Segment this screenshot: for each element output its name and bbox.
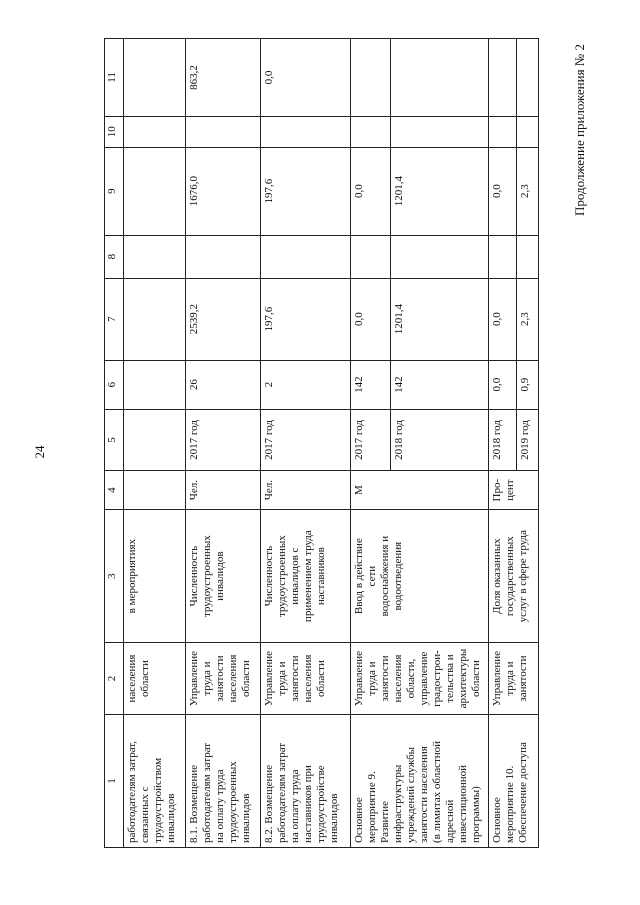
cell-col10 [489,116,517,147]
table-row [489,39,517,848]
cell-activity: Основное мероприятие 9. Развитие инфраструктуры учреждений службы занятости населения (в лимитах областной адресной инвестиционной программы) [351,714,489,847]
table-row [124,39,186,848]
cell-col10 [124,116,186,147]
cell-total [124,278,186,360]
cell-col9: 197,6 [261,147,351,235]
cell-value: 142 [391,360,489,409]
cell-executor: Управление труда и занятости населения области [261,643,351,715]
cell-col11 [351,39,391,117]
cell-col10 [351,116,391,147]
header-cell-5: 5 [105,409,124,470]
cell-col10 [186,116,261,147]
cell-executor: населения области [124,643,186,715]
header-cell-1: 1 [105,714,124,847]
cell-executor: Управление труда и занятости населения области [186,643,261,715]
cell-total: 0,0 [351,278,391,360]
cell-unit: Про- цент [489,471,539,510]
cell-col11 [391,39,489,117]
cell-indicator: Ввод в действие сети водоснабжения и водоотведения [351,510,489,643]
cell-year: 2017 год [186,409,261,470]
cell-year: 2017 год [351,409,391,470]
cell-value: 142 [351,360,391,409]
rotated-table-wrapper [104,38,569,848]
cell-year [124,409,186,470]
cell-col9: 2,3 [517,147,539,235]
cell-indicator: Доля оказанных государственных услуг в сфере труда [489,510,539,643]
cell-year: 2017 год [261,409,351,470]
header-cell-11: 11 [105,39,124,117]
cell-value: 26 [186,360,261,409]
cell-year: 2018 год [489,409,517,470]
cell-activity: 8.1. Возмещение работодателям затрат на оплату труда трудоустроенных инвалидов [186,714,261,847]
cell-total: 0,0 [489,278,517,360]
cell-activity: 8.2. Возмещение работодателям затрат на оплату труда наставников при трудоустройстве инвалидов [261,714,351,847]
cell-col9: 0,0 [489,147,517,235]
program-table [104,38,539,848]
cell-activity: работодателям затрат, связанных с трудоустройством инвалидов [124,714,186,847]
header-cell-4: 4 [105,471,124,510]
header-cell-9: 9 [105,147,124,235]
header-row [105,39,124,848]
cell-value [124,360,186,409]
table-row [261,39,351,848]
cell-col8 [489,235,517,278]
header-cell-7: 7 [105,278,124,360]
cell-col10 [261,116,351,147]
cell-col8 [391,235,489,278]
cell-indicator: Численность трудоустроенных инвалидов [186,510,261,643]
cell-total: 1201,4 [391,278,489,360]
cell-col8 [124,235,186,278]
cell-col9: 1676,0 [186,147,261,235]
cell-total: 2,3 [517,278,539,360]
header-cell-10: 10 [105,116,124,147]
cell-col11: 0,0 [261,39,351,117]
cell-value: 0,9 [517,360,539,409]
cell-indicator: в мероприятиях [124,510,186,643]
cell-value: 0,0 [489,360,517,409]
cell-col9: 1201,4 [391,147,489,235]
cell-activity: Основное мероприятие 10. Обеспечение доступа [489,714,539,847]
cell-unit: М [351,471,489,510]
cell-col8 [517,235,539,278]
cell-unit: Чел. [261,471,351,510]
cell-value: 2 [261,360,351,409]
header-cell-8: 8 [105,235,124,278]
cell-unit: Чел. [186,471,261,510]
cell-executor: Управление труда и занятости [489,643,539,715]
cell-col8 [351,235,391,278]
cell-col10 [517,116,539,147]
header-cell-2: 2 [105,643,124,715]
cell-col11: 863,2 [186,39,261,117]
cell-total: 197,6 [261,278,351,360]
header-cell-3: 3 [105,510,124,643]
cell-col11 [124,39,186,117]
cell-unit [124,471,186,510]
page-number: 24 [32,445,47,459]
page-caption: Продолжение приложения № 2 [572,44,587,216]
cell-col9: 0,0 [351,147,391,235]
header-cell-6: 6 [105,360,124,409]
cell-col8 [186,235,261,278]
cell-year: 2019 год [517,409,539,470]
cell-col11 [489,39,517,117]
table-row [351,39,391,848]
cell-col9 [124,147,186,235]
cell-col11 [517,39,539,117]
cell-col10 [391,116,489,147]
table-row [186,39,261,848]
cell-col8 [261,235,351,278]
cell-executor: Управление труда и занятости населения области, управление градострои- тельства и архитектуры области [351,643,489,715]
cell-year: 2018 год [391,409,489,470]
cell-indicator: Численность трудоустроенных инвалидов с применением труда наставников [261,510,351,643]
cell-total: 2539,2 [186,278,261,360]
